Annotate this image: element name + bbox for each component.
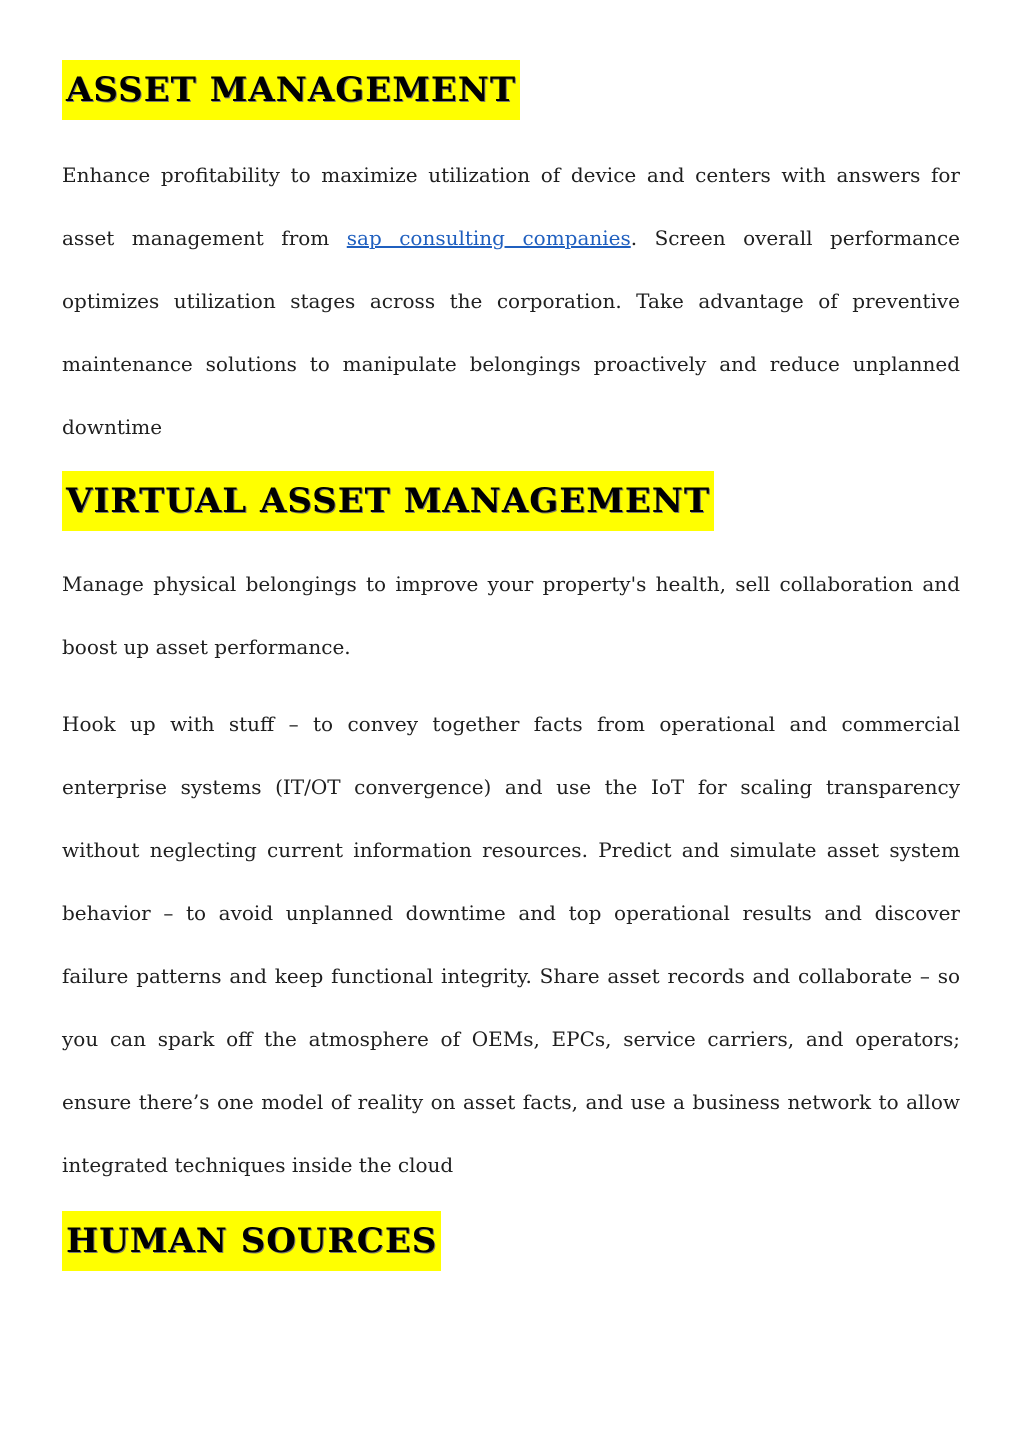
section-heading: VIRTUAL ASSET MANAGEMENT [62, 471, 714, 531]
section-human-sources [62, 1211, 960, 1271]
section-heading: ASSET MANAGEMENT [62, 60, 520, 120]
section-paragraph: Hook up with stuff – to convey together facts from operational and commercial enterprise systems (IT/OT convergence) and use the IoT for scaling transparency without neglecting current information resources. Predict and simulate asset system behavior – to avoid unplanned downtime and top operational results and discover failure patterns and keep functional integrity. Share asset records and collaborate – so you can spark off the atmosphere of OEMs, EPCs, service carriers, and operators; ensure there’s one model of reality on asset facts, and use a business network to allow integrated techniques inside the cloud [62, 712, 960, 1177]
section-asset-management [62, 60, 960, 459]
sap-consulting-link[interactable]: sap consulting companies [346, 226, 631, 250]
document-page [62, 60, 960, 1271]
section-heading: HUMAN SOURCES [62, 1211, 441, 1271]
section-paragraph: Manage physical belongings to improve your property's health, sell collaboration and boost up asset performance. [62, 572, 960, 659]
paragraph-text: . Screen overall performance optimizes utilization stages across the corporation. Take advantage of preventive maintenance solutions to manipulate belongings proactively and reduce unplanned downtime [62, 226, 960, 439]
section-paragraph [62, 144, 960, 459]
paragraph-text: Enhance profitability to maximize utilization of device and centers with answers for asset management from [62, 163, 960, 250]
section-virtual-asset-management [62, 471, 960, 1197]
